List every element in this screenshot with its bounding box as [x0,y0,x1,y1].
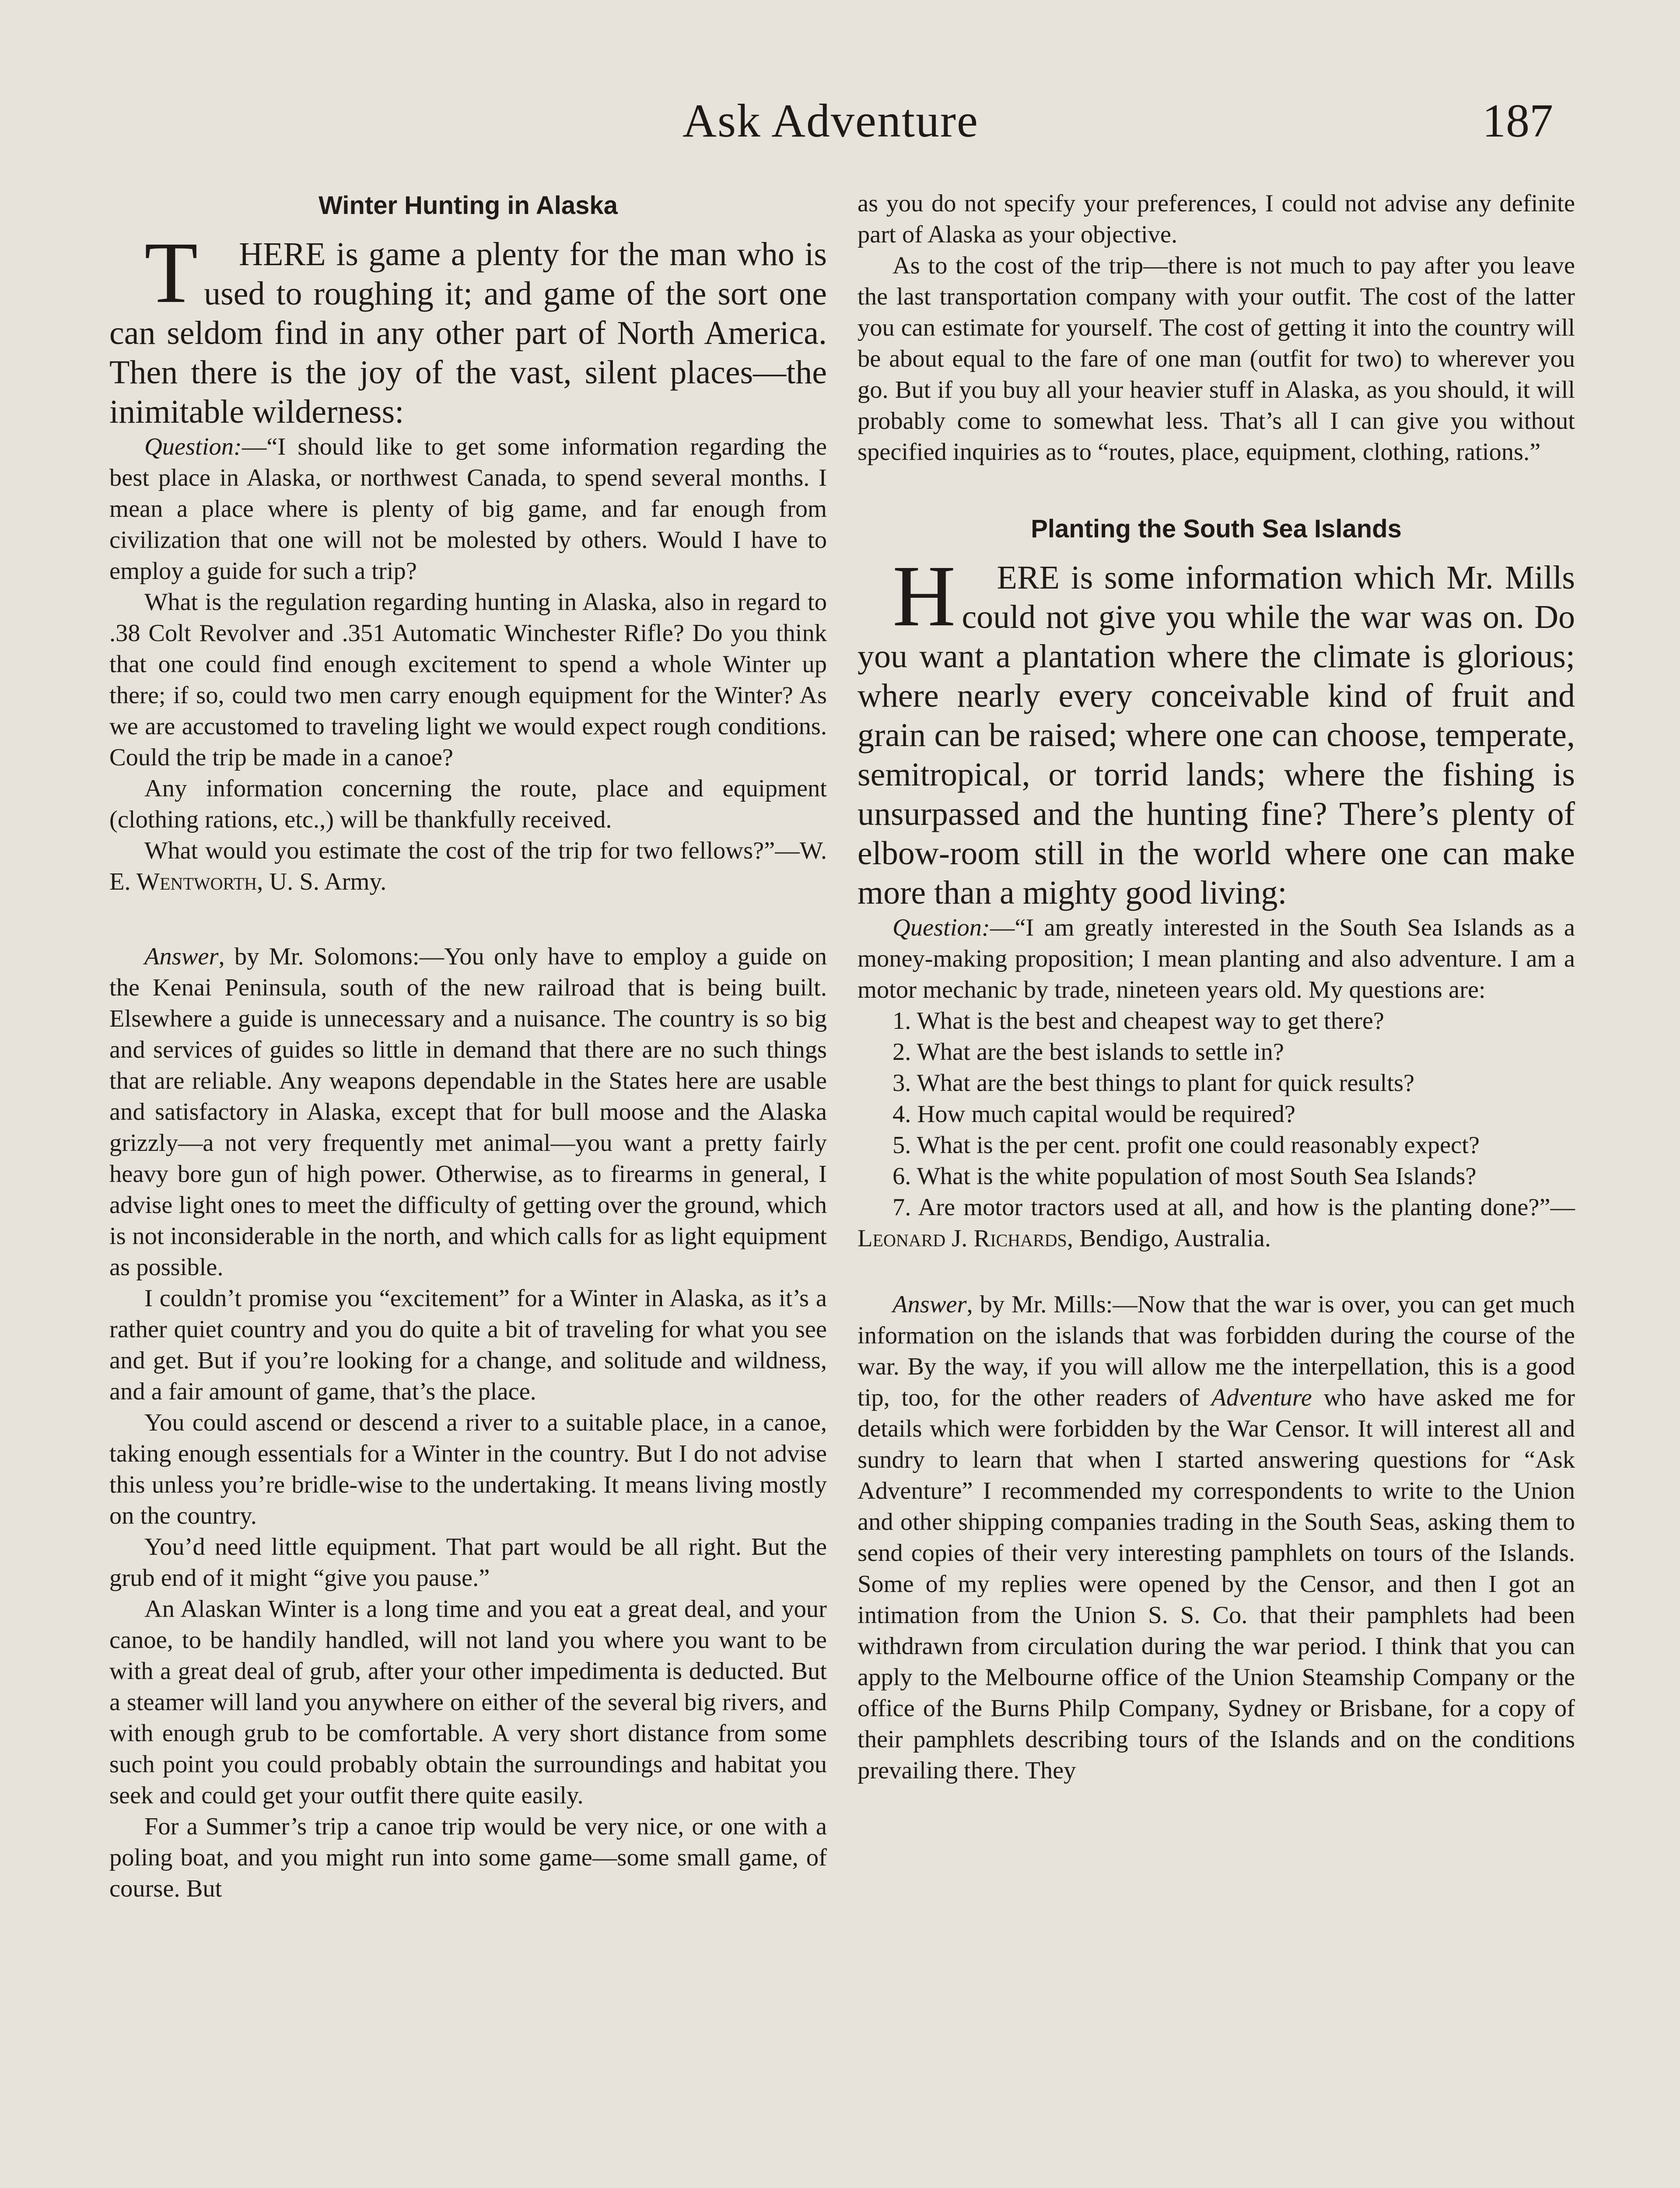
signature-rank: , U. S. Army. [257,868,387,895]
running-head: Ask Adventure [682,95,979,147]
question-text: —“I am greatly interested in the South Sea Islands as a money-making proposition; I mean planting and also adventure. I am a motor mechanic by trade, nineteen years old. My questions are: [858,914,1575,1003]
question-item: 6. What is the white population of most South Sea Islands? [892,1163,1477,1190]
question-item: 5. What is the per cent. profit one could reasonably expect? [892,1132,1480,1159]
lead-paragraph-south-sea [858,548,1575,912]
drop-cap: H [892,548,956,645]
signature-name: Leonard J. Richards [858,1225,1067,1252]
question-label: Question: [144,433,242,460]
right-column [858,188,1575,1786]
signature-place: , Bendigo, Australia. [1067,1225,1271,1252]
left-column [109,188,827,1904]
answer-paragraph: You’d need little equipment. That part would be all right. But the grub end of it might “give you pause.” [109,1533,827,1592]
question-paragraph: What is the regulation regarding hunting in Alaska, also in regard to .38 Colt Revolver and .351 Automatic Winchester Rifle? Do you think that one could find enough excitement to spend a whole Winter up there; if so, could two men carry enough equipment for the Winter? As we are accustomed to traveling light we would expect rough conditions. Could the trip be made in a canoe? [109,589,827,771]
page-number: 187 [1482,95,1553,147]
signature-name: W. E. Wentworth [109,837,827,895]
question-paragraph [109,835,827,898]
question-item: 1. What is the best and cheapest way to get there? [892,1007,1384,1034]
question-item: 4. How much capital would be required? [892,1101,1295,1128]
section-title-south-sea: Planting the South Sea Islands [1031,515,1402,543]
answer-text: , by Mr. Mills:—Now that the war is over, you can get much information on the islands that was forbidden during the course of the war. By the way, if you will allow me the interpellation, this is a good tip, too, for the other readers of [858,1291,1575,1411]
question-text: 7. Are motor tractors used at all, and how is the planting done?”— [892,1194,1575,1221]
answer-paragraph: For a Summer’s trip a canoe trip would be very nice, or one with a poling boat, and you might run into some game—some small game, of course. But [109,1813,827,1902]
question-item: 2. What are the best islands to settle in? [892,1038,1284,1066]
question-paragraph [858,912,1575,1006]
spacer [109,898,827,941]
answer-paragraph [858,1289,1575,1786]
question-paragraph [109,431,827,587]
question-label: Question: [892,914,990,941]
spacer [858,1254,1575,1289]
continued-paragraph: as you do not specify your preferences, I could not advise any definite part of Alaska as your objective. [858,190,1575,248]
question-item: 3. What are the best things to plant for quick results? [892,1069,1415,1097]
page-header [0,94,1680,155]
answer-paragraph: You could ascend or descend a river to a suitable place, in a canoe, taking enough essentials for a Winter in the country. But I do not advise this unless you’re bridle-wise to the undertaking. It means living mostly on the country. [109,1409,827,1529]
lead-text: HERE is game a plenty for the man who is used to roughing it; and game of the sort one can seldom find in any other part of North America. Then there is the joy of the vast, silent places—the inimitable wilderness: [109,236,827,430]
question-paragraph: Any information concerning the route, place and equipment (clothing rations, etc.,) will be thankfully received. [109,775,827,833]
continued-paragraph: As to the cost of the trip—there is not much to pay after you leave the last transportation company with your outfit. The cost of the latter you can estimate for yourself. The cost of getting it into the country will be about equal to the fare of one man (outfit for two) to wherever you go. But if you buy all your heavier stuff in Alaska, as you should, it will probably come to somewhat less. That’s all I can give you without specified inquiries as to “routes, place, equipment, clothing, rations.” [858,252,1575,466]
question-text: What would you estimate the cost of the trip for two fellows?”— [144,837,800,864]
answer-text: who have asked me for details which were forbidden by the War Censor. It will interest all and sundry to learn that when I started answering questions for “Ask Adventure” I recommended my correspondents to write to the Union and other shipping companies trading in the South Seas, asking them to send copies of their very interesting pamphlets on tours of the Islands. Some of my replies were opened by the Censor, and then I got an intimation from the Union S. S. Co. that their pamphlets had been withdrawn from circulation during the war period. I think that you can apply to the Melbourne office of the Union Steamship Company or the office of the Burns Philp Company, Sydney or Brisbane, for a copy of their pamphlets describing tours of the Islands and on the conditions prevailing there. They [858,1384,1575,1784]
question-item [858,1192,1575,1254]
answer-paragraph: I couldn’t promise you “excitement” for a Winter in Alaska, as it’s a rather quiet country and you do quite a bit of traveling for what you see and get. But if you’re looking for a change, and solitude and wildness, and a fair amount of game, that’s the place. [109,1285,827,1405]
answer-text: , by Mr. Solomons:—You only have to employ a guide on the Kenai Peninsula, south of the new railroad that is being built. Elsewhere a guide is unnecessary and a nuisance. The country is so big and services of guides so little in demand that there are no such things that are reliable. Any weapons dependable in the States here are usable and satisfactory in Alaska, except that for bull moose and the Alaska grizzly—a not very frequently met animal—you want a pretty fairly heavy bore gun of high power. Otherwise, as to firearms in general, I advise light ones to meet the difficulty of getting over the ground, which is not inconsiderable in the north, and which calls for as light equipment as possible. [109,943,827,1281]
magazine-name: Adventure [1211,1384,1312,1411]
answer-paragraph: An Alaskan Winter is a long time and you eat a great deal, and your canoe, to be handily handled, will not land you where you want to be with a great deal of grub, after your other impedimenta is deducted. But a steamer will land you anywhere on either of the several big rivers, and with enough grub to be comfortable. A very short distance from some such point you could probably obtain the surroundings and habitat you seek and could get your outfit there quite easily. [109,1595,827,1809]
question-text: —“I should like to get some information regarding the best place in Alaska, or northwest Canada, to spend several months. I mean a place where is plenty of big game, and far enough from civilization that one will not be molested by others. Would I have to employ a guide for such a trip? [109,433,827,585]
drop-cap: T [144,224,198,321]
spacer [858,468,1575,512]
lead-text: ERE is some information which Mr. Mills could not give you while the war was on. Do you want a plantation where the climate is glorious; where nearly every conceivable kind of fruit and grain can be raised; where one can choose, temperate, semitropical, or torrid lands; where the fishing is unsurpassed and the hunting fine? There’s plenty of elbow-room still in the world where one can make more than a mighty good living: [858,559,1575,911]
lead-paragraph-winter-hunting [109,224,827,431]
section-title-winter-hunting: Winter Hunting in Alaska [318,191,618,220]
answer-label: Answer [144,943,219,970]
answer-paragraph [109,941,827,1283]
answer-label: Answer [892,1291,967,1318]
